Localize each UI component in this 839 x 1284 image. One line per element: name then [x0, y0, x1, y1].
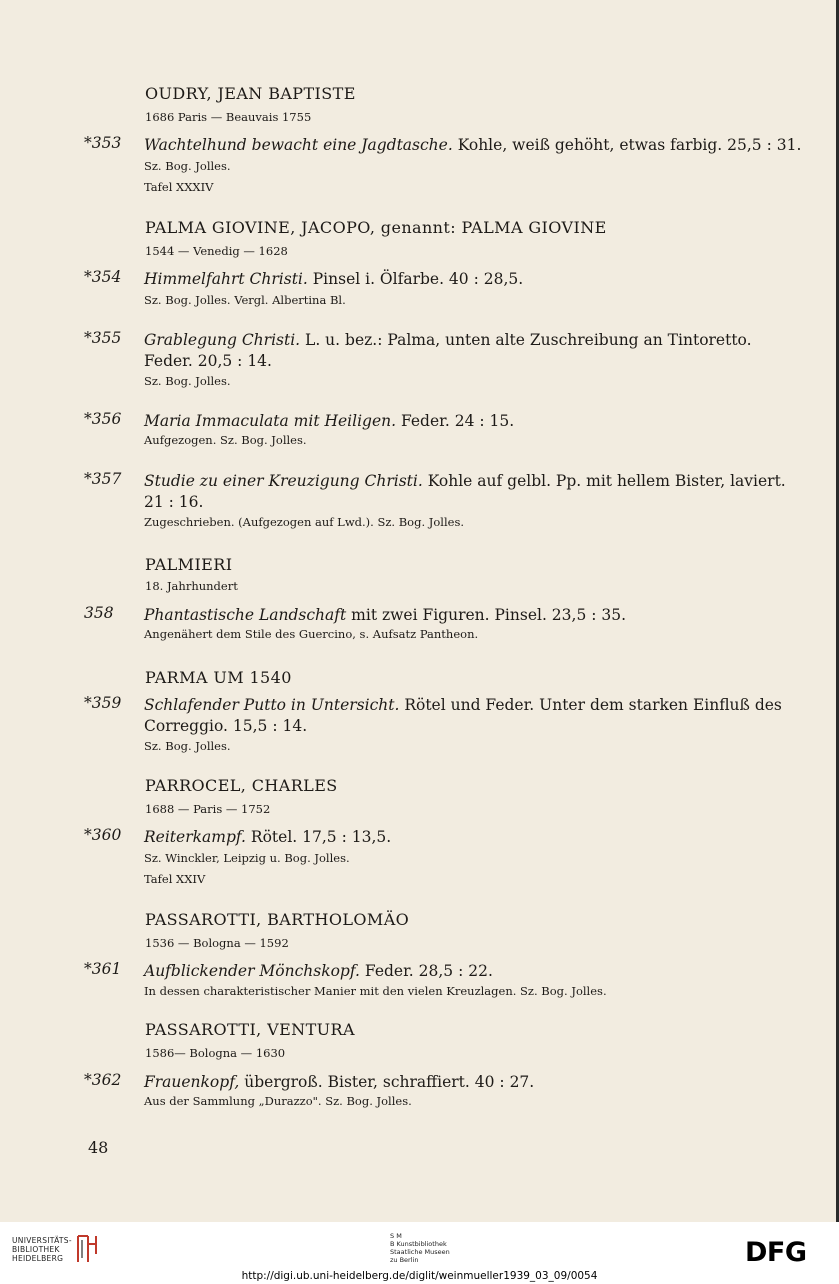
- entry-title: Frauenkopf,: [144, 1073, 240, 1091]
- entry-text-continued: Correggio. 15,5 : 14.: [144, 717, 308, 735]
- entry-description: Kohle auf gelbl. Pp. mit hellem Bister, laviert.: [422, 472, 786, 490]
- entry-note: Aufgezogen. Sz. Bog. Jolles.: [144, 433, 307, 447]
- entry-title: Phantastische Landschaft: [144, 606, 347, 624]
- entry-title: Aufblickender Mönchskopf.: [144, 962, 360, 980]
- entry-note: Tafel XXXIV: [144, 180, 214, 194]
- entry-text: [144, 1071, 814, 1094]
- entry-note: Sz. Bog. Jolles.: [144, 374, 231, 388]
- entry-description: Feder. 28,5 : 22.: [359, 962, 493, 980]
- museum-library-logo[interactable]: [390, 1232, 450, 1264]
- dfg-logo[interactable]: DFG: [745, 1237, 807, 1268]
- artist-dates: 1544 — Venedig — 1628: [145, 244, 288, 258]
- entry-text-continued: 21 : 16.: [144, 493, 204, 511]
- artist-dates: 1688 — Paris — 1752: [145, 802, 271, 816]
- entry-text: [144, 470, 814, 493]
- entry-text: [144, 826, 814, 849]
- entry-note: Sz. Bog. Jolles.: [144, 159, 231, 173]
- entry-text: [144, 134, 814, 157]
- entry-title: Himmelfahrt Christi.: [144, 270, 308, 288]
- artist-dates: 1536 — Bologna — 1592: [145, 936, 289, 950]
- artist-heading: PALMA GIOVINE, JACOPO, genannt: PALMA GIOVINE: [145, 218, 607, 237]
- entry-number: *355: [84, 329, 122, 347]
- museum-logo-line: Staatliche Museen: [390, 1248, 450, 1256]
- university-logo-line: UNIVERSITÄTS-: [12, 1236, 72, 1245]
- artist-heading: PASSAROTTI, VENTURA: [145, 1020, 355, 1039]
- entry-description: mit zwei Figuren. Pinsel. 23,5 : 35.: [346, 606, 627, 624]
- entry-title: Maria Immaculata mit Heiligen.: [144, 412, 397, 430]
- entry-description: Rötel. 17,5 : 13,5.: [245, 828, 392, 846]
- entry-note: In dessen charakteristischer Manier mit den vielen Kreuzlagen. Sz. Bog. Jolles.: [144, 984, 607, 998]
- entry-description: Pinsel i. Ölfarbe. 40 : 28,5.: [307, 270, 524, 288]
- entry-number: *362: [84, 1071, 122, 1089]
- museum-logo-line: S M: [390, 1232, 402, 1240]
- entry-number: 358: [84, 604, 114, 622]
- entry-note: Angenähert dem Stile des Guercino, s. Aufsatz Pantheon.: [144, 627, 479, 641]
- entry-number: *354: [84, 268, 122, 286]
- entry-description: L. u. bez.: Palma, unten alte Zuschreibung an Tintoretto.: [300, 331, 752, 349]
- entry-text: [144, 268, 814, 291]
- entry-title: Schlafender Putto in Untersicht.: [144, 696, 400, 714]
- entry-note: Sz. Winckler, Leipzig u. Bog. Jolles.: [144, 851, 350, 865]
- entry-number: *359: [84, 694, 122, 712]
- entry-description: Rötel und Feder. Unter dem starken Einfluß des: [399, 696, 782, 714]
- university-emblem-icon: [74, 1232, 100, 1266]
- entry-number: *360: [84, 826, 122, 844]
- entry-text: [144, 694, 814, 717]
- artist-heading: PARMA UM 1540: [145, 668, 292, 687]
- entry-title: Grablegung Christi.: [144, 331, 301, 349]
- entry-text: [144, 329, 814, 352]
- entry-note: Tafel XXIV: [144, 872, 206, 886]
- entry-note: Aus der Sammlung „Durazzo". Sz. Bog. Jolles.: [144, 1094, 412, 1108]
- entry-title: Wachtelhund bewacht eine Jagdtasche.: [144, 136, 453, 154]
- entry-text: [144, 960, 814, 983]
- page-number: 48: [88, 1138, 109, 1157]
- university-library-logo[interactable]: [12, 1236, 72, 1263]
- page-url-link[interactable]: http://digi.ub.uni-heidelberg.de/diglit/weinmueller1939_03_09/0054: [241, 1270, 598, 1282]
- artist-dates: 18. Jahrhundert: [145, 579, 238, 593]
- museum-logo-line: zu Berlin: [390, 1256, 419, 1264]
- digitization-footer: [0, 1222, 839, 1284]
- museum-logo-line: B Kunstbibliothek: [390, 1240, 447, 1248]
- entry-text: [144, 604, 814, 627]
- artist-dates: 1586— Bologna — 1630: [145, 1046, 286, 1060]
- entry-title: Studie zu einer Kreuzigung Christi.: [144, 472, 423, 490]
- entry-number: *353: [84, 134, 122, 152]
- artist-dates: 1686 Paris — Beauvais 1755: [145, 110, 312, 124]
- university-logo-line: HEIDELBERG: [12, 1254, 64, 1263]
- entry-title: Reiterkampf.: [144, 828, 246, 846]
- entry-note: Sz. Bog. Jolles.: [144, 739, 231, 753]
- artist-heading: PARROCEL, CHARLES: [145, 776, 338, 795]
- university-logo-line: BIBLIOTHEK: [12, 1245, 60, 1254]
- entry-number: *356: [84, 410, 122, 428]
- entry-description: übergroß. Bister, schraffiert. 40 : 27.: [239, 1073, 535, 1091]
- entry-text-continued: Feder. 20,5 : 14.: [144, 352, 272, 370]
- entry-note: Sz. Bog. Jolles. Vergl. Albertina Bl.: [144, 293, 346, 307]
- entry-number: *361: [84, 960, 122, 978]
- entry-description: Feder. 24 : 15.: [396, 412, 515, 430]
- artist-heading: OUDRY, JEAN BAPTISTE: [145, 84, 356, 103]
- entry-number: *357: [84, 470, 122, 488]
- entry-text: [144, 410, 814, 433]
- entry-description: Kohle, weiß gehöht, etwas farbig. 25,5 : 31.: [452, 136, 802, 154]
- entry-note: Zugeschrieben. (Aufgezogen auf Lwd.). Sz. Bog. Jolles.: [144, 515, 465, 529]
- artist-heading: PASSAROTTI, BARTHOLOMÄO: [145, 910, 410, 929]
- artist-heading: PALMIERI: [145, 555, 233, 574]
